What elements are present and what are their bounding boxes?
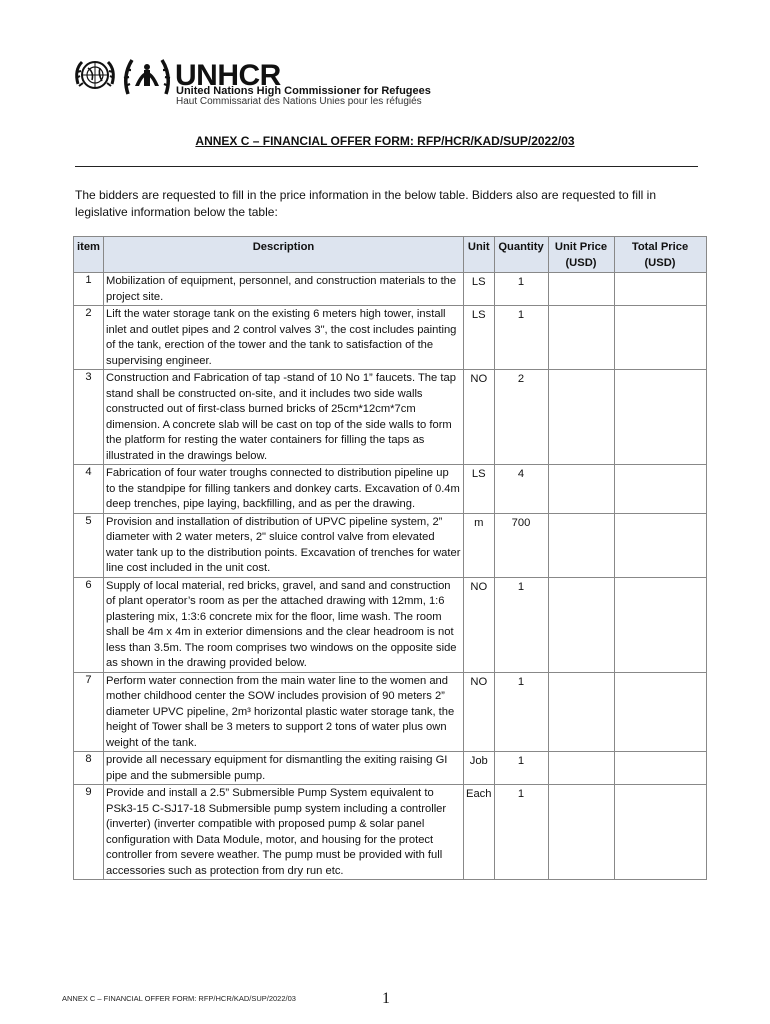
unit-cell: LS bbox=[464, 273, 495, 306]
total-price-cell[interactable] bbox=[614, 306, 706, 370]
item-number-cell: 8 bbox=[74, 752, 104, 785]
table-row bbox=[74, 577, 707, 672]
header-quantity: Quantity bbox=[494, 237, 548, 273]
unhcr-emblem-icon bbox=[122, 56, 172, 100]
header-description: Description bbox=[104, 237, 464, 273]
quantity-cell: 1 bbox=[494, 306, 548, 370]
document-title: ANNEX C – FINANCIAL OFFER FORM: RFP/HCR/KAD/SUP/2022/03 bbox=[195, 134, 575, 148]
total-price-cell[interactable] bbox=[614, 752, 706, 785]
unit-cell: Each bbox=[464, 785, 495, 880]
header-item: item bbox=[74, 237, 104, 273]
description-cell: Lift the water storage tank on the existing 6 meters high tower, install inlet and outlet pipes and 2 control valves 3", the cost includes painting of the tank, erection of the tower and the tank to satisfaction of the supervising engineer. bbox=[104, 306, 464, 370]
unit-price-cell[interactable] bbox=[548, 273, 614, 306]
divider bbox=[75, 166, 698, 167]
item-number-cell: 9 bbox=[74, 785, 104, 880]
table-row bbox=[74, 513, 707, 577]
table-row bbox=[74, 306, 707, 370]
description-cell: Mobilization of equipment, personnel, and construction materials to the project site. bbox=[104, 273, 464, 306]
item-number-cell: 6 bbox=[74, 577, 104, 672]
table-row bbox=[74, 273, 707, 306]
header-unit-price: Unit Price (USD) bbox=[548, 237, 614, 273]
footer-text: ANNEX C – FINANCIAL OFFER FORM: RFP/HCR/KAD/SUP/2022/03 bbox=[62, 994, 296, 1003]
description-cell: Fabrication of four water troughs connected to distribution pipeline up to the standpipe for filling tankers and donkey carts. Excavation of 0.4m deep trenches, pipe laying, backfilling, and as per the drawing. bbox=[104, 465, 464, 514]
financial-offer-table bbox=[73, 236, 707, 880]
unit-price-cell[interactable] bbox=[548, 785, 614, 880]
quantity-cell: 700 bbox=[494, 513, 548, 577]
total-price-cell[interactable] bbox=[614, 672, 706, 752]
quantity-cell: 4 bbox=[494, 465, 548, 514]
item-number-cell: 4 bbox=[74, 465, 104, 514]
unit-price-cell[interactable] bbox=[548, 577, 614, 672]
item-number-cell: 7 bbox=[74, 672, 104, 752]
total-price-cell[interactable] bbox=[614, 465, 706, 514]
org-full-name-fr: Haut Commissariat des Nations Unies pour les réfugiés bbox=[176, 96, 422, 107]
description-cell: Perform water connection from the main water line to the women and mother childhood center the SOW includes provision of 90 meters 2” diameter UPVC pipeline, 2m³ horizontal plastic water storage tank, the height of Tower shall be 3 meters to support 2 tons of water plus own weight of the tank. bbox=[104, 672, 464, 752]
total-price-cell[interactable] bbox=[614, 273, 706, 306]
unit-cell: NO bbox=[464, 672, 495, 752]
unit-cell: NO bbox=[464, 370, 495, 465]
quantity-cell: 1 bbox=[494, 785, 548, 880]
table-row bbox=[74, 752, 707, 785]
table-row bbox=[74, 370, 707, 465]
unit-cell: NO bbox=[464, 577, 495, 672]
unit-cell: Job bbox=[464, 752, 495, 785]
description-cell: Provision and installation of distribution of UPVC pipeline system, 2” diameter with 2 water meters, 2" sluice control valve from elevated water tank up to the distribution points. Excavation of trenches for water line cost included in the unit cost. bbox=[104, 513, 464, 577]
unit-price-cell[interactable] bbox=[548, 513, 614, 577]
un-emblem-icon bbox=[72, 56, 118, 100]
table-row bbox=[74, 465, 707, 514]
unit-cell: LS bbox=[464, 306, 495, 370]
table-row bbox=[74, 672, 707, 752]
unit-cell: LS bbox=[464, 465, 495, 514]
org-full-name-en: United Nations High Commissioner for Refugees bbox=[176, 85, 431, 97]
quantity-cell: 1 bbox=[494, 273, 548, 306]
description-cell: Supply of local material, red bricks, gravel, and sand and construction of plant operator’s room as per the attached drawing with 12mm, 1:6 plastering mix, 1:3:6 concrete mix for the floor, lime wash. The room shall be 4m x 4m in exterior dimensions and the clear headroom is not less than 3.5m. The room comprises two windows on the opposite side as shown in the drawing provided below. bbox=[104, 577, 464, 672]
total-price-cell[interactable] bbox=[614, 785, 706, 880]
page-number: 1 bbox=[382, 990, 390, 1007]
unhcr-logo bbox=[72, 56, 432, 106]
quantity-cell: 1 bbox=[494, 672, 548, 752]
table-row bbox=[74, 785, 707, 880]
org-name: UNHCR bbox=[175, 59, 281, 92]
item-number-cell: 3 bbox=[74, 370, 104, 465]
total-price-cell[interactable] bbox=[614, 577, 706, 672]
header-unit: Unit bbox=[464, 237, 495, 273]
unit-price-cell[interactable] bbox=[548, 465, 614, 514]
quantity-cell: 1 bbox=[494, 577, 548, 672]
unit-price-cell[interactable] bbox=[548, 306, 614, 370]
description-cell: Provide and install a 2.5” Submersible Pump System equivalent to PSk3-15 C-SJ17-18 Submersible pump system including a controller (inverter) (inverter compatible with proposed pump & solar panel configuration with Data Module, motor, and housing for the protect controller from severe weather. The pump must be provided with full accessories such as protection from dry run etc. bbox=[104, 785, 464, 880]
item-number-cell: 2 bbox=[74, 306, 104, 370]
description-cell: provide all necessary equipment for dismantling the exiting raising GI pipe and the submersible pump. bbox=[104, 752, 464, 785]
quantity-cell: 2 bbox=[494, 370, 548, 465]
item-number-cell: 1 bbox=[74, 273, 104, 306]
total-price-cell[interactable] bbox=[614, 370, 706, 465]
description-cell: Construction and Fabrication of tap -stand of 10 No 1” faucets. The tap stand shall be constructed on-site, and it includes two side walls constructed out of first-class burned bricks of 25cm*12cm*7cm dimension. A concrete slab will be cast on top of the side walls to form the platform for resting the water containers for filling the taps as illustrated in the drawings below. bbox=[104, 370, 464, 465]
unit-price-cell[interactable] bbox=[548, 370, 614, 465]
unit-price-cell[interactable] bbox=[548, 752, 614, 785]
table-header-row bbox=[74, 237, 707, 273]
item-number-cell: 5 bbox=[74, 513, 104, 577]
unit-price-cell[interactable] bbox=[548, 672, 614, 752]
header-total-price: Total Price (USD) bbox=[614, 237, 706, 273]
quantity-cell: 1 bbox=[494, 752, 548, 785]
intro-text: The bidders are requested to fill in the price information in the below table. Bidders also are requested to fill in legislative information below the table: bbox=[75, 188, 656, 219]
unit-cell: m bbox=[464, 513, 495, 577]
total-price-cell[interactable] bbox=[614, 513, 706, 577]
